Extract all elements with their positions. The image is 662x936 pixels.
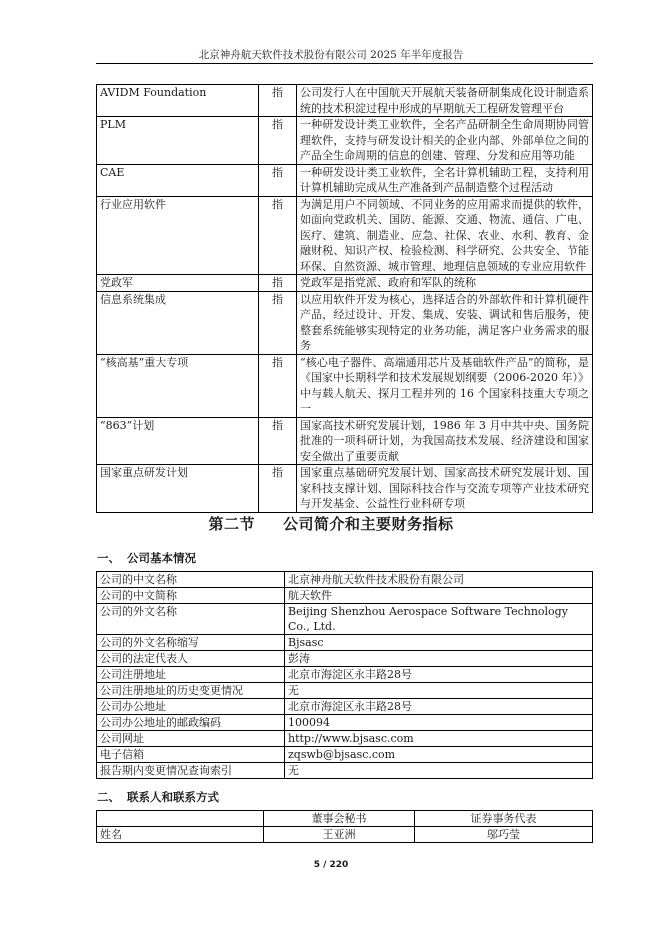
- info-value: 北京市海淀区永丰路28号: [285, 699, 593, 715]
- refers-cell: 指: [259, 417, 297, 465]
- definition-cell: 一种研发设计类工业软件，全名产品研制全生命周期协同管理软件，支持与研发设计相关的企业内部、外部单位之间的产品全生命周期的信息的创建、管理、分发和应用等功能: [297, 117, 593, 165]
- table-row: [97, 354, 593, 417]
- subsection-number: 二、: [97, 790, 120, 804]
- table-row: [97, 827, 593, 843]
- table-row: [97, 715, 593, 731]
- refers-cell: 指: [259, 117, 297, 165]
- table-row: [97, 465, 593, 513]
- table-row: [97, 604, 593, 635]
- info-value: 无: [285, 683, 593, 699]
- table-row: [97, 588, 593, 604]
- term-cell: “863”计划: [97, 417, 259, 465]
- definition-cell: 党政军是指党派、政府和军队的统称: [297, 275, 593, 292]
- table-row: [97, 117, 593, 165]
- info-label: 公司的中文名称: [97, 572, 285, 588]
- refers-cell: 指: [259, 275, 297, 292]
- term-cell: PLM: [97, 117, 259, 165]
- company-website-value: http://www.bjsasc.com: [285, 731, 593, 747]
- term-cell: 行业应用软件: [97, 196, 259, 275]
- email-value: zqswb@bjsasc.com: [285, 747, 593, 763]
- definition-cell: “核心电子器件、高端通用芯片及基础软件产品”的简称，是《国家中长期科学和技术发展规划纲要（2006-2020 年）》中与载人航天、探月工程并列的 16 个国家科技重大专项之一: [297, 354, 593, 417]
- refers-cell: 指: [259, 85, 297, 117]
- table-row: [97, 164, 593, 196]
- section-title: [0, 513, 662, 534]
- info-label: 公司注册地址: [97, 667, 285, 683]
- table-row: [97, 275, 593, 292]
- definition-cell: 国家高技术研究发展计划，1986 年 3 月中共中央、国务院批准的一项科研计划，为我国高技术发展、经济建设和国家安全做出了重要贡献: [297, 417, 593, 465]
- term-cell: 国家重点研发计划: [97, 465, 259, 513]
- section-heading: 公司简介和主要财务指标: [283, 515, 454, 533]
- term-cell: CAE: [97, 164, 259, 196]
- table-row: [97, 85, 593, 117]
- definition-cell: 为满足用户不同领域、不同业务的应用需求而提供的软件，如面向党政机关、国防、能源、交通、物流、通信、广电、医疗、建筑、制造业、应急、社保、农业、水利、教育、金融财税、知识产权、检验检测、科学研究、公共安全、节能环保、自然资源、城市管理、地理信息领域的专业应用软件: [297, 196, 593, 275]
- definition-cell: 一种研发设计类工业软件，全名计算机辅助工程，支持利用计算机辅助完成从生产准备到产品制造整个过程活动: [297, 164, 593, 196]
- definition-cell: 以应用软件开发为核心，选择适合的外部软件和计算机硬件产品，经过设计、开发、集成、安装、调试和售后服务，使整套系统能够实现特定的业务功能，满足客户业务需求的服务: [297, 291, 593, 354]
- refers-cell: 指: [259, 196, 297, 275]
- info-label: 公司的外文名称缩写: [97, 635, 285, 651]
- refers-cell: 指: [259, 291, 297, 354]
- info-label: 公司办公地址: [97, 699, 285, 715]
- refers-cell: 指: [259, 164, 297, 196]
- table-header-row: [97, 811, 593, 827]
- table-row: [97, 731, 593, 747]
- info-label: 公司办公地址的邮政编码: [97, 715, 285, 731]
- table-row: [97, 417, 593, 465]
- row-label-name: 姓名: [97, 827, 264, 843]
- info-label: 公司的外文名称: [97, 604, 285, 635]
- table-row: [97, 651, 593, 667]
- refers-cell: 指: [259, 465, 297, 513]
- refers-cell: 指: [259, 354, 297, 417]
- column-header-representative: 证券事务代表: [415, 811, 593, 827]
- header-divider: [96, 63, 593, 64]
- section-number: 第二节: [208, 515, 255, 533]
- subsection-title: 联系人和联系方式: [127, 790, 219, 804]
- info-label: 报告期内变更情况查询索引: [97, 763, 285, 779]
- empty-header-cell: [97, 811, 264, 827]
- info-value: 航天软件: [285, 588, 593, 604]
- table-row: [97, 196, 593, 275]
- contact-table: [96, 810, 593, 843]
- company-info-table: [96, 571, 593, 779]
- info-value: Beijing Shenzhou Aerospace Software Technology Co., Ltd.: [285, 604, 593, 635]
- info-label: 电子信箱: [97, 747, 285, 763]
- definition-cell: 公司发行人在中国航天开展航天装备研制集成化设计制造系统的技术积淀过程中形成的早期航天工程研发管理平台: [297, 85, 593, 117]
- info-value: 无: [285, 763, 593, 779]
- representative-name: 邬巧莹: [415, 827, 593, 843]
- table-row: [97, 667, 593, 683]
- info-value: 北京神舟航天软件技术股份有限公司: [285, 572, 593, 588]
- term-cell: AVIDM Foundation: [97, 85, 259, 117]
- table-row: [97, 635, 593, 651]
- info-label: 公司注册地址的历史变更情况: [97, 683, 285, 699]
- definitions-table: [96, 84, 593, 513]
- info-value: Bjsasc: [285, 635, 593, 651]
- table-row: [97, 763, 593, 779]
- column-header-secretary: 董事会秘书: [264, 811, 415, 827]
- secretary-name: 王亚洲: [264, 827, 415, 843]
- table-row: [97, 699, 593, 715]
- info-label: 公司的中文简称: [97, 588, 285, 604]
- info-value: 彭涛: [285, 651, 593, 667]
- info-label: 公司的法定代表人: [97, 651, 285, 667]
- page-header: 北京神舟航天软件技术股份有限公司 2025 年半年度报告: [198, 49, 464, 61]
- info-label: 公司网址: [97, 731, 285, 747]
- definition-cell: 国家重点基础研究发展计划、国家高技术研究发展计划、国家科技支撑计划、国际科技合作与交流专项等产业技术研究与开发基金、公益性行业科研专项: [297, 465, 593, 513]
- term-cell: 信息系统集成: [97, 291, 259, 354]
- info-value: 100094: [285, 715, 593, 731]
- subsection-basic-info: [97, 550, 196, 566]
- table-row: [97, 747, 593, 763]
- info-value: 北京市海淀区永丰路28号: [285, 667, 593, 683]
- term-cell: 党政军: [97, 275, 259, 292]
- table-row: [97, 683, 593, 699]
- table-row: [97, 572, 593, 588]
- subsection-title: 公司基本情况: [127, 551, 196, 565]
- term-cell: “核高基”重大专项: [97, 354, 259, 417]
- table-row: [97, 291, 593, 354]
- subsection-number: 一、: [97, 551, 120, 565]
- page-number: 5 / 220: [313, 860, 349, 870]
- subsection-contact: [97, 789, 219, 805]
